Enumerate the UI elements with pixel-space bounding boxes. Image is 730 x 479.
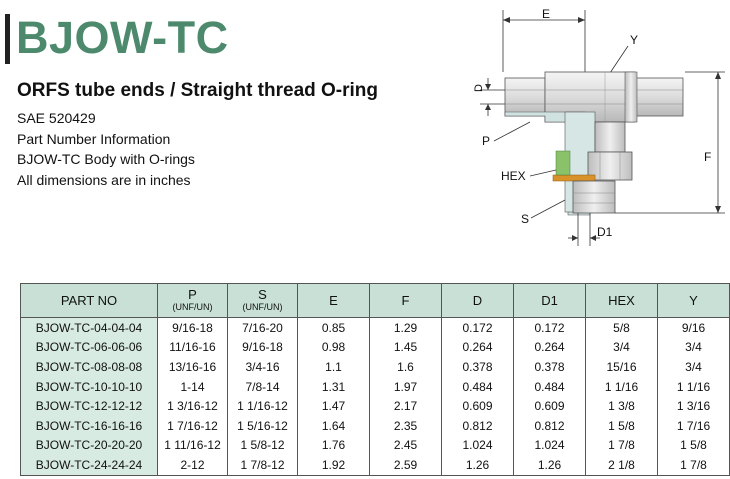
table-cell: 1 7/8 — [586, 436, 658, 456]
table-cell: 0.812 — [514, 416, 586, 436]
table-row — [21, 377, 730, 397]
table-cell: 2.17 — [370, 396, 442, 416]
table-cell: 1.26 — [442, 455, 514, 475]
table-cell: 2.45 — [370, 436, 442, 456]
table-cell: 0.85 — [298, 318, 370, 338]
dim-label-p: P — [482, 134, 491, 148]
table-cell: 1.024 — [442, 436, 514, 456]
table-cell: 1 1/16 — [586, 377, 658, 397]
table-cell: 2.35 — [370, 416, 442, 436]
part-number-cell: BJOW-TC-16-16-16 — [21, 416, 158, 436]
table-cell: 0.484 — [442, 377, 514, 397]
dim-label-hex: HEX — [501, 169, 526, 183]
part-number-cell: BJOW-TC-08-08-08 — [21, 357, 158, 377]
table-cell: 0.98 — [298, 338, 370, 358]
table-cell: 1.45 — [370, 338, 442, 358]
dim-label-d: D — [473, 84, 485, 92]
table-cell: 1 3/8 — [586, 396, 658, 416]
table-cell: 1.6 — [370, 357, 442, 377]
part-number-table — [20, 283, 730, 476]
header-d1: D1 — [514, 284, 586, 318]
table-cell: 3/4-16 — [228, 357, 298, 377]
part-number-cell: BJOW-TC-12-12-12 — [21, 396, 158, 416]
table-cell: 1 5/8 — [586, 416, 658, 436]
header-f: F — [370, 284, 442, 318]
table-cell: 9/16-18 — [228, 338, 298, 358]
table-cell: 13/16-16 — [158, 357, 228, 377]
part-number-cell: BJOW-TC-06-06-06 — [21, 338, 158, 358]
table-cell: 2-12 — [158, 455, 228, 475]
table-cell: 1.26 — [514, 455, 586, 475]
table-cell: 1-14 — [158, 377, 228, 397]
info-block — [17, 108, 195, 190]
o-ring — [553, 175, 595, 181]
info-line: SAE 520429 — [17, 110, 96, 126]
table-row — [21, 357, 730, 377]
table-cell: 15/16 — [586, 357, 658, 377]
table-row — [21, 338, 730, 358]
header-p: P (UNF/UN) — [158, 284, 228, 318]
table-cell: 1.64 — [298, 416, 370, 436]
fitting-drawing — [455, 0, 730, 260]
table-header-row — [21, 284, 730, 318]
dim-label-d1: D1 — [597, 225, 613, 239]
table-cell: 1 1/16-12 — [228, 396, 298, 416]
table-cell: 3/4 — [658, 338, 730, 358]
dim-label-f: F — [704, 150, 712, 164]
table-cell: 1.1 — [298, 357, 370, 377]
header-y: Y — [658, 284, 730, 318]
table-cell: 7/16-20 — [228, 318, 298, 338]
table-row — [21, 318, 730, 338]
left-thread — [505, 78, 545, 116]
table-cell: 0.812 — [442, 416, 514, 436]
table-cell: 1 3/16-12 — [158, 396, 228, 416]
table-cell: 3/4 — [658, 357, 730, 377]
table-cell: 0.609 — [442, 396, 514, 416]
table-cell: 1.31 — [298, 377, 370, 397]
table-cell: 1 7/8-12 — [228, 455, 298, 475]
table-cell: 0.264 — [514, 338, 586, 358]
part-number-cell: BJOW-TC-10-10-10 — [21, 377, 158, 397]
table-cell: 1.76 — [298, 436, 370, 456]
table-cell: 3/4 — [586, 338, 658, 358]
table-cell: 1.29 — [370, 318, 442, 338]
dim-label-y: Y — [630, 33, 639, 47]
header-part-no: PART NO — [21, 284, 158, 318]
table-cell: 1.47 — [298, 396, 370, 416]
table-cell: 0.172 — [514, 318, 586, 338]
dim-label-e: E — [542, 7, 551, 21]
table-row — [21, 436, 730, 456]
header-e: E — [298, 284, 370, 318]
page-title: BJOW-TC — [16, 12, 229, 63]
table-cell: 1.97 — [370, 377, 442, 397]
table-cell: 9/16-18 — [158, 318, 228, 338]
header-hex: HEX — [586, 284, 658, 318]
table-cell: 0.378 — [514, 357, 586, 377]
table-cell: 1.024 — [514, 436, 586, 456]
table-cell: 1 5/16-12 — [228, 416, 298, 436]
table-cell: 0.378 — [442, 357, 514, 377]
table-row — [21, 416, 730, 436]
table-cell: 9/16 — [658, 318, 730, 338]
bottom-thread — [573, 181, 615, 213]
table-cell: 0.172 — [442, 318, 514, 338]
dim-label-s: S — [521, 212, 530, 226]
header-d: D — [442, 284, 514, 318]
part-number-cell: BJOW-TC-04-04-04 — [21, 318, 158, 338]
table-row — [21, 396, 730, 416]
table-row — [21, 455, 730, 475]
table-cell: 5/8 — [586, 318, 658, 338]
table-cell: 0.264 — [442, 338, 514, 358]
table-cell: 7/8-14 — [228, 377, 298, 397]
table-cell: 0.609 — [514, 396, 586, 416]
table-cell: 1 7/8 — [658, 455, 730, 475]
right-thread — [635, 78, 683, 116]
table-cell: 1 3/16 — [658, 396, 730, 416]
table-cell: 1 11/16-12 — [158, 436, 228, 456]
part-number-cell: BJOW-TC-24-24-24 — [21, 455, 158, 475]
table-cell: 2.59 — [370, 455, 442, 475]
info-line: Part Number Information — [17, 130, 171, 147]
info-line: BJOW-TC Body with O-rings — [17, 151, 195, 167]
table-cell: 0.484 — [514, 377, 586, 397]
title-accent-bar — [5, 14, 10, 64]
table-cell: 1 7/16-12 — [158, 416, 228, 436]
page-subtitle: ORFS tube ends / Straight thread O-ring — [17, 80, 379, 101]
table-cell: 1.92 — [298, 455, 370, 475]
part-number-cell: BJOW-TC-20-20-20 — [21, 436, 158, 456]
table-cell: 2 1/8 — [586, 455, 658, 475]
table-cell: 1 1/16 — [658, 377, 730, 397]
info-line: All dimensions are in inches — [17, 171, 191, 188]
table-cell: 1 5/8-12 — [228, 436, 298, 456]
header-s: S (UNF/UN) — [228, 284, 298, 318]
table-cell: 1 5/8 — [658, 436, 730, 456]
table-cell: 11/16-16 — [158, 338, 228, 358]
table-cell: 1 7/16 — [658, 416, 730, 436]
